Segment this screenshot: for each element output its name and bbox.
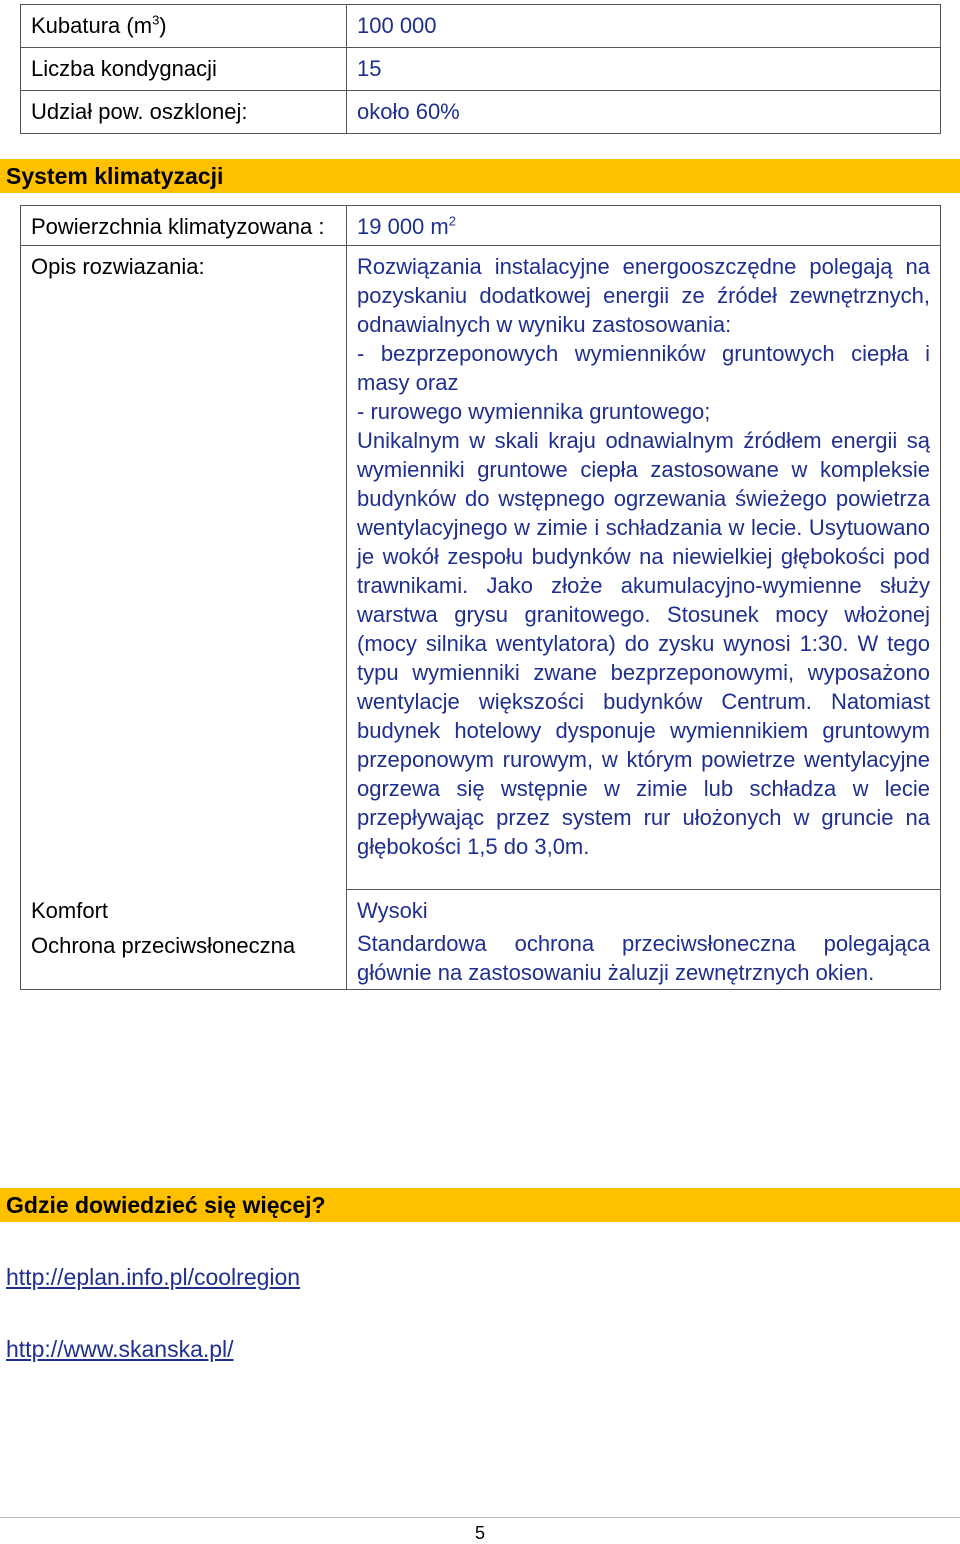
spec-value: około 60% <box>347 91 941 134</box>
page-number: 5 <box>474 1523 485 1543</box>
area-value: 19 000 $m^2$ <box>347 206 941 246</box>
section-heading-more-info: Gdzie dowiedzieć się więcej? <box>0 1188 960 1222</box>
climate-row-sun-protection <box>21 925 941 990</box>
description-paragraph: Rozwiązania instalacyjne energooszczędne polegają na pozyskaniu dodatkowej energii ze źródeł zewnętrznych, odnawialnych w wyniku zastosowania: <box>357 254 930 337</box>
spec-value: 100 000 <box>347 5 941 48</box>
building-specs-table <box>20 4 941 134</box>
description-paragraph: - rurowego wymiennika gruntowego; <box>357 399 711 424</box>
comfort-label: Komfort <box>21 890 347 926</box>
spec-label: Liczba kondygnacji <box>21 48 347 91</box>
spec-row-volume <box>21 5 941 48</box>
climate-system-table <box>20 205 941 990</box>
sun-protection-label: Ochrona przeciwsłoneczna <box>21 925 347 990</box>
spec-label: Kubatura $(m^3)$ <box>21 5 347 48</box>
climate-row-description <box>21 246 941 890</box>
link-eplan[interactable]: http://eplan.info.pl/coolregion <box>6 1264 301 1290</box>
spec-row-floors <box>21 48 941 91</box>
area-label: Powierzchnia klimatyzowana : <box>21 206 347 246</box>
description-paragraph: Unikalnym w skali kraju odnawialnym źródłem energii są wymienniki gruntowe ciepła zastosowane w kompleksie budynków do wstępnego ogrzewania świeżego powietrza wentylacyjnego w zimie i schładzania w lecie. Usytuowano je wokół zespołu budynków na niewielkiej głębokości pod trawnikami. Jako złoże akumulacyjno-wymienne służy warstwa grysu granitowego. Stosunek mocy włożonej (mocy silnika wentylatora) do zysku wynosi 1:30. W tego typu wymienniki zwane bezprzeponowymi, wyposażono wentylacje większości budynków Centrum. Natomiast budynek hotelowy dysponuje wymiennikiem gruntowym przeponowym rurowym, w którym powietrze wentylacyjne ogrzewa się wstępnie w zimie lub schładza w lecie przepływając przez system rur ułożonych w gruncie na głębokości 1,5 do 3,0m. <box>357 428 930 859</box>
comfort-value: Wysoki <box>347 890 941 926</box>
footer-divider <box>0 1517 960 1518</box>
description-label: Opis rozwiazania: <box>21 246 347 890</box>
section-heading-climate: System klimatyzacji <box>0 159 960 193</box>
description-paragraph: - bezprzeponowych wymienników gruntowych ciepła i masy oraz <box>357 341 930 395</box>
sun-protection-value: Standardowa ochrona przeciwsłoneczna polegająca głównie na zastosowaniu żaluzji zewnętrznych okien. <box>347 925 941 990</box>
spec-label: Udział pow. oszklonej: <box>21 91 347 134</box>
description-text <box>347 246 941 890</box>
link-skanska[interactable]: http://www.skanska.pl/ <box>6 1336 234 1362</box>
climate-row-area <box>21 206 941 246</box>
spec-row-glazing <box>21 91 941 134</box>
spec-value: 15 <box>347 48 941 91</box>
climate-row-comfort <box>21 890 941 926</box>
